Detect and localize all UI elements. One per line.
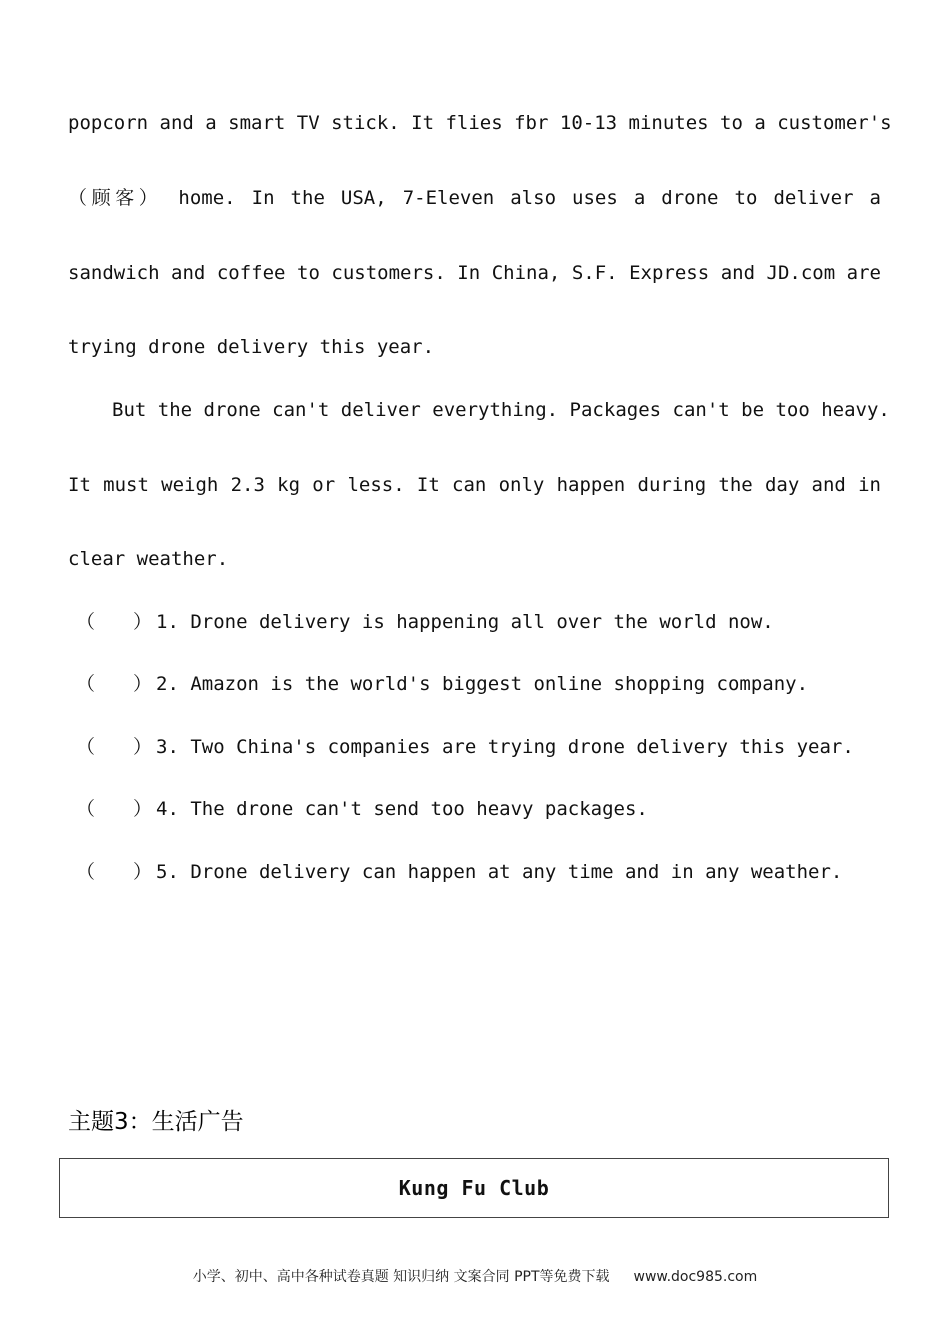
ad-title: Kung Fu Club	[398, 1176, 550, 1200]
answer-blank: （ ）	[76, 798, 153, 820]
answer-blank: （ ）	[76, 611, 153, 633]
passage-line-4: trying drone delivery this year.	[68, 336, 435, 358]
footer-text: 小学、初中、高中各种试卷真题 知识归纳 文案合同 PPT等免费下载	[192, 1269, 610, 1285]
ad-box	[59, 1158, 889, 1218]
passage-line-6: It must weigh 2.3 kg or less. It can only happen during the day and in	[68, 474, 881, 496]
passage-line-3: sandwich and coffee to customers. In China, S.F. Express and JD.com are	[68, 262, 881, 284]
question-text: 2. Amazon is the world's biggest online shopping company.	[156, 673, 809, 695]
passage-line-7: clear weather.	[68, 548, 229, 570]
topic-heading: 主题3：生活广告	[68, 1109, 244, 1135]
question-text: 1. Drone delivery is happening all over the world now.	[156, 611, 774, 633]
answer-blank: （ ）	[76, 861, 153, 883]
question-item	[76, 672, 808, 696]
footer-url: www.doc985.com	[633, 1269, 758, 1285]
answer-blank: （ ）	[76, 736, 153, 758]
question-item	[76, 860, 842, 884]
answer-blank: （ ）	[76, 673, 153, 695]
question-item	[76, 797, 648, 821]
passage-line-2: （顾客） home. In the USA, 7-Eleven also uses a drone to deliver a	[68, 187, 881, 209]
question-item	[76, 610, 774, 634]
question-text: 3. Two China's companies are trying drone delivery this year.	[156, 736, 854, 758]
page-footer	[0, 1266, 950, 1286]
question-item	[76, 735, 854, 759]
question-text: 5. Drone delivery can happen at any time and in any weather.	[156, 861, 843, 883]
question-text: 4. The drone can't send too heavy packages.	[156, 798, 648, 820]
passage-line-5: But the drone can't deliver everything. Packages can't be too heavy.	[112, 399, 890, 421]
passage-line-1: popcorn and a smart TV stick. It flies fbr 10-13 minutes to a customer's	[68, 112, 892, 134]
